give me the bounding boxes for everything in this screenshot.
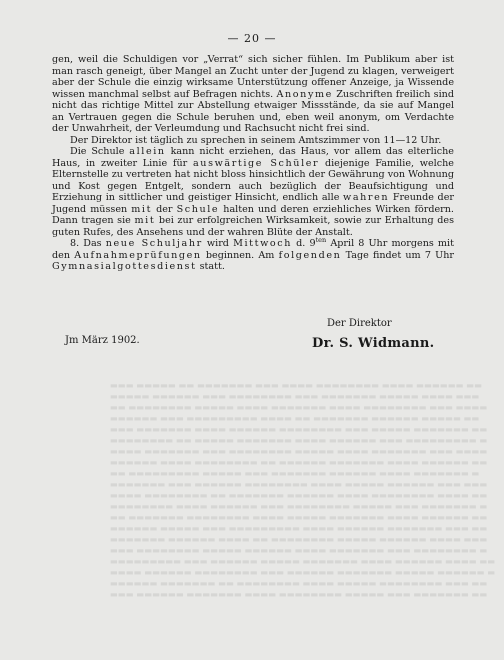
paragraph-text: statt. (199, 261, 225, 272)
paragraph-text: Freunde der Jugend müssen (52, 192, 454, 215)
paragraph-text: kann nicht erziehen, das Haus, vor allem das elterliche Haus, in zweiter Linie für (52, 146, 454, 169)
director-signature: Dr. S. Widmann. (312, 336, 435, 351)
paragraph-anonymous-letters (52, 54, 454, 135)
paragraph-office-hours: Der Direktor ist täglich zu sprechen in seinem Amtszimmer von 11—12 Uhr. (70, 134, 442, 146)
emphasis-text: Gymnasialgottesdienst (52, 261, 197, 272)
paragraph-text: halten und deren erziehliches Wirken fördern. Dann tragen sie (52, 203, 454, 226)
superscript-text: ten (315, 235, 327, 244)
emphasis-text: folgenden (278, 249, 342, 261)
paragraph-text: beginnen. Am (205, 249, 275, 261)
emphasis-text: mit (131, 203, 153, 215)
paragraph-text: Die Schule (70, 146, 125, 157)
date-line: Jm März 1902. (65, 335, 140, 346)
emphasis-text: auswärtige Schüler (192, 157, 320, 169)
paragraph-school-home (52, 146, 454, 238)
emphasis-text: mit (134, 215, 156, 226)
paragraph-text: wird (206, 238, 229, 249)
paragraph-text: diejenige Familie, welche Elternstelle zu vertreten hat nicht bloss hinsichtlich der Gewährung von Wohnung und Kost gegen Entgelt, sondern auch bezüglich der Beaufsichtigung und Erziehung in sittlicher und geistiger Hinsicht, endlich alle (52, 157, 454, 203)
paragraph-text: bei zur erfolgreichen Wirksamkeit, sowie zur Erhaltung des guten Rufes, des Ansehens und der wahren Blüte der Anstalt. (52, 215, 454, 238)
emphasis-text: wahren (343, 192, 390, 203)
paragraph-text: 8. Das (70, 238, 102, 249)
paragraph-new-school-year (52, 235, 454, 273)
paragraph-text: der (156, 203, 173, 215)
director-label: Der Direktor (327, 318, 392, 329)
emphasis-text: allein (129, 146, 166, 157)
body-text (52, 54, 454, 273)
show-through-texture: ▬▬▬ ▬▬▬▬▬ ▬▬ ▬▬▬▬▬▬▬ ▬▬▬ ▬▬▬▬ ▬▬▬▬▬▬▬▬ ▬▬▬▬ ▬▬▬▬▬▬ ▬▬ ▬▬▬▬▬ ▬▬▬▬▬▬ ▬▬▬ ▬▬▬▬▬▬▬▬ ▬▬▬ ▬▬▬▬▬▬▬ ▬▬▬▬▬ ▬▬▬▬ ▬▬▬ ▬▬ ▬▬▬▬▬▬▬▬ ▬▬▬▬▬ ▬▬▬▬ ▬▬▬▬▬▬▬ ▬▬▬▬ ▬▬▬▬▬▬▬▬ ▬▬▬ ▬▬▬▬ ▬▬▬▬▬▬ ▬▬▬ ▬▬▬▬▬▬▬▬▬ ▬▬▬▬ ▬▬ ▬▬▬▬▬▬▬ ▬▬▬▬▬▬ ▬▬▬▬▬ ▬▬ ▬▬▬ ▬▬▬▬▬▬▬ ▬▬▬▬ ▬▬▬▬▬▬ ▬▬▬▬▬▬▬▬ ▬▬▬ ▬▬▬▬▬ ▬▬▬▬▬▬▬ ▬▬ ▬▬▬▬▬▬▬▬ ▬▬ ▬▬▬▬▬ ▬▬▬▬▬▬▬ ▬▬▬▬ ▬▬▬▬▬▬ ▬▬▬ ▬▬▬▬▬▬▬▬▬ ▬ ▬▬▬▬ ▬▬▬▬▬▬▬ ▬▬▬ ▬▬▬▬▬▬▬▬ ▬▬▬▬▬ ▬▬▬▬ ▬▬▬▬▬▬▬ ▬▬▬ ▬▬▬▬ ▬▬▬▬▬▬ ▬▬▬▬ ▬▬▬▬▬▬▬▬ ▬▬ ▬▬▬▬▬▬ ▬▬▬▬▬▬▬ ▬▬▬▬ ▬▬▬▬▬▬ ▬▬ ▬▬ ▬▬▬▬▬▬▬▬▬ ▬▬▬▬▬ ▬▬▬ ▬▬▬▬▬▬▬ ▬▬▬▬▬▬ ▬▬▬▬ ▬▬▬▬▬▬▬ ▬ ▬▬▬▬▬▬▬ ▬▬▬ ▬▬▬▬▬▬ ▬▬▬▬▬▬▬▬ ▬▬▬▬ ▬▬▬▬▬ ▬▬▬▬▬▬ ▬▬▬ ▬▬▬ ▬▬▬▬ ▬▬▬▬▬▬▬▬ ▬▬ ▬▬▬▬▬▬▬ ▬▬▬▬▬▬ ▬▬▬▬ ▬▬▬▬▬▬▬▬ ▬▬▬▬ ▬▬ ▬▬▬▬▬▬▬▬ ▬▬▬▬ ▬▬▬▬▬▬ ▬▬▬ ▬▬▬▬▬▬▬▬ ▬▬▬▬▬ ▬▬▬ ▬▬▬▬▬▬▬ ▬ ▬▬ ▬▬▬▬▬▬▬ ▬▬▬▬▬▬▬▬ ▬▬▬▬ ▬▬▬▬▬ ▬▬▬▬▬▬▬ ▬▬▬▬ ▬▬▬▬▬▬ ▬▬ ▬▬▬▬▬▬ ▬▬▬▬▬ ▬▬▬ ▬▬▬▬▬▬▬▬▬ ▬▬▬▬ ▬▬▬▬▬▬ ▬▬▬▬▬▬▬ ▬▬▬ ▬▬ ▬▬▬▬▬▬▬ ▬▬▬▬▬▬ ▬▬▬▬ ▬▬ ▬▬▬▬▬▬▬▬ ▬▬▬▬▬ ▬▬▬▬▬▬ ▬▬▬▬ ▬▬▬ ▬▬▬ ▬▬▬▬▬▬▬▬ ▬▬▬▬▬ ▬▬▬▬▬▬ ▬▬▬▬ ▬▬▬▬▬▬▬ ▬▬▬ ▬▬▬▬▬▬▬▬ ▬ ▬▬▬▬▬▬▬▬▬ ▬▬▬ ▬▬▬▬▬▬ ▬▬▬▬▬ ▬▬▬▬▬▬▬ ▬▬▬▬ ▬▬▬▬▬▬ ▬▬▬▬ ▬▬ ▬▬▬▬ ▬▬▬▬▬▬ ▬▬▬▬▬▬▬▬ ▬▬▬ ▬▬▬▬▬▬ ▬▬▬▬▬▬▬ ▬▬▬▬▬ ▬▬▬▬▬▬ ▬ ▬▬▬▬▬▬ ▬▬▬▬▬▬▬ ▬▬ ▬▬▬▬▬▬▬▬ ▬▬▬▬ ▬▬▬▬▬ ▬▬▬▬▬▬▬▬ ▬▬▬ ▬▬ ▬▬▬ ▬▬▬▬▬▬ ▬▬▬▬▬▬▬ ▬▬▬▬ ▬▬▬▬▬▬▬▬ ▬▬▬▬▬ ▬▬▬ ▬▬▬▬▬▬▬ ▬▬ (110, 380, 496, 599)
paragraph-text: gen, weil die Schuldigen vor „Verrat“ sich sicher fühlen. Im Publikum aber ist man rasch geneigt, über Mangel an Zucht unter der Jugend zu klagen, verweigert aber der Schule die einzig wirksame Unterstützung offener Anzeige, ja Wissende wissen manchmal selbst auf Befragen nichts. (52, 54, 454, 100)
emphasis-text: Schule (176, 203, 220, 215)
emphasis-text: Aufnahmeprüfungen (74, 249, 202, 261)
paragraph-text: d. 9 (296, 238, 316, 249)
paragraph-text: Tage findet um 7 Uhr (345, 249, 454, 261)
page-number: — 20 — (227, 32, 277, 45)
paragraph-text: Zuschriften freilich sind nicht das richtige Mittel zur Abstellung etwaiger Missstände, da sie auf Mangel an Vertrauen gegen die Schule beruhen und, eben weil anonym, om Verdachte der Unwahrheit, der Verleumdung und Rachsucht nicht frei sind. (52, 88, 454, 134)
paragraph-text: April 8 Uhr morgens mit den (52, 238, 454, 261)
emphasis-text: Mittwoch (233, 238, 293, 249)
emphasis-text: neue Schuljahr (105, 238, 203, 249)
emphasis-text: Anonyme (276, 88, 333, 100)
